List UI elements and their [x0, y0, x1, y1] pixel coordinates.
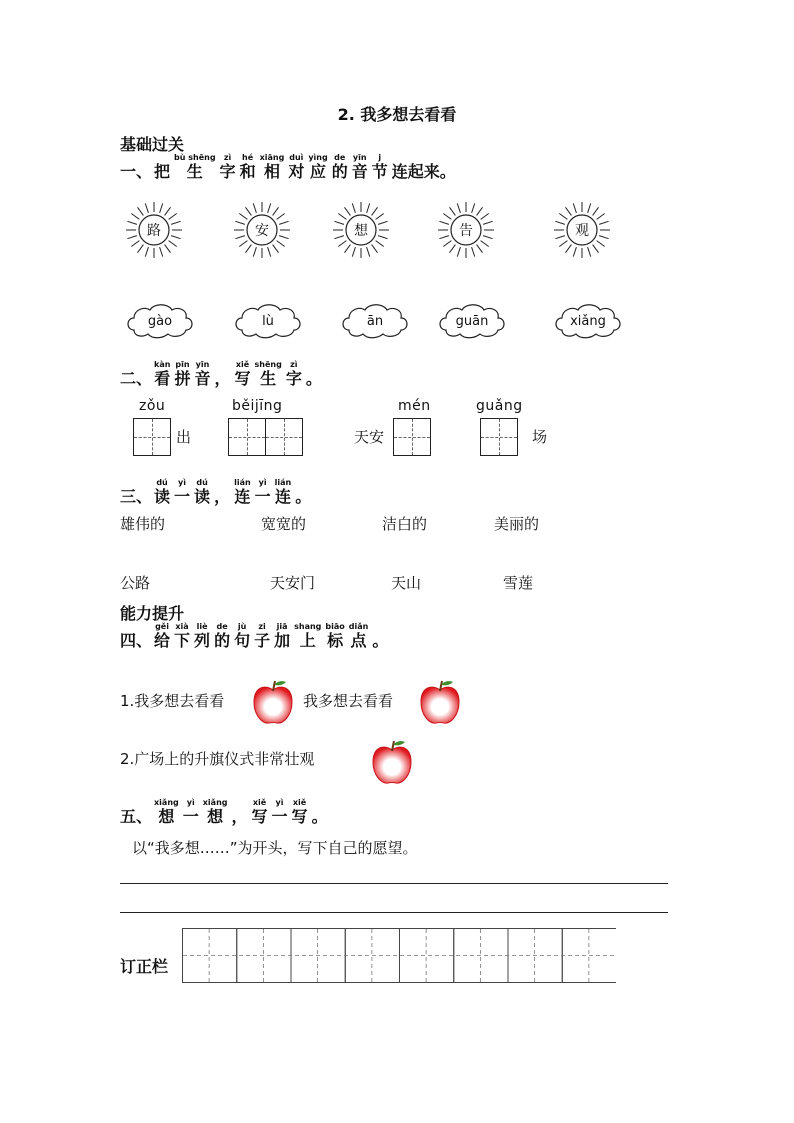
- question-number: 一、: [120, 162, 153, 181]
- ruby-word: xiǎng 想: [154, 798, 179, 826]
- question-1: [120, 153, 458, 182]
- pinyin-zou: zǒu: [139, 398, 166, 414]
- ruby-word: yì 一: [271, 798, 288, 826]
- char-chang: 场: [532, 428, 548, 446]
- sun-char: 路: [147, 223, 161, 239]
- tian-grid-box[interactable]: [133, 418, 171, 456]
- ruby-word: yīn 音: [194, 360, 211, 388]
- sun-icon[interactable]: [232, 200, 292, 260]
- ruby-word: dú 读: [194, 478, 211, 506]
- ruby-word: hé 和: [239, 153, 256, 181]
- char-chu: 出: [176, 428, 192, 446]
- question-number: 三、: [120, 487, 153, 506]
- ruby-word: xiāng 相: [259, 153, 285, 181]
- noun-3: 天山: [391, 574, 422, 592]
- cloud-pinyin: lù: [262, 313, 274, 329]
- adj-2: 宽宽的: [261, 515, 307, 533]
- question-5: [120, 798, 330, 827]
- ruby-word: yì 一: [174, 478, 191, 506]
- ruby-word: shēng 生: [254, 360, 282, 388]
- pinyin-guang: guǎng: [476, 398, 523, 414]
- sun-char: 观: [575, 223, 589, 239]
- ruby-word: 。: [295, 487, 312, 506]
- ruby-word: biāo 标: [325, 622, 345, 650]
- writing-prompt: 以“我多想……”为开头，写下自己的愿望。: [132, 839, 418, 857]
- ruby-word: ，: [231, 807, 248, 826]
- question-3: [120, 478, 313, 507]
- ruby-word: xiě 写: [251, 798, 268, 826]
- ruby-word: jù 句: [234, 622, 251, 650]
- ruby-word: 。: [372, 631, 389, 650]
- apple-icon[interactable]: [418, 678, 462, 726]
- cloud-pinyin: ān: [366, 313, 384, 329]
- pinyin-beijing: běijīng: [232, 398, 283, 414]
- question-number: 五、: [120, 807, 153, 826]
- ruby-word: kàn 看: [154, 360, 171, 388]
- cloud-pinyin: xiǎng: [570, 313, 606, 329]
- adj-1: 雄伟的: [120, 515, 166, 533]
- cloud-icon[interactable]: [124, 300, 196, 342]
- noun-1: 公路: [120, 574, 151, 592]
- ruby-word: 连起来。: [391, 162, 456, 181]
- tian-grid-box[interactable]: [265, 418, 303, 456]
- apple-icon[interactable]: [251, 678, 295, 726]
- cloud-pinyin: gào: [147, 313, 173, 329]
- sun-char: 想: [354, 223, 368, 239]
- ruby-word: duì 对: [288, 153, 305, 181]
- ruby-word: diǎn 点: [348, 622, 369, 650]
- ruby-word: de 的: [331, 153, 348, 181]
- sun-icon[interactable]: [552, 200, 612, 260]
- sentence-1a: 1.我多想去看看: [120, 692, 225, 710]
- ruby-word: ，: [214, 369, 231, 388]
- cloud-icon[interactable]: [436, 300, 508, 342]
- cloud-icon[interactable]: [232, 300, 304, 342]
- question-number: 二、: [120, 369, 153, 388]
- ruby-word: gěi 给: [154, 622, 171, 650]
- sun-char: 安: [255, 223, 269, 239]
- sentence-1b: 我多想去看看: [303, 692, 394, 710]
- ruby-word: pīn 拼: [174, 360, 191, 388]
- ruby-word: jiā 加: [274, 622, 291, 650]
- ruby-word: xiě 写: [291, 798, 308, 826]
- ruby-word: zì 字: [219, 153, 236, 181]
- pinyin-men: mén: [398, 398, 431, 414]
- ruby-word: dú 读: [154, 478, 171, 506]
- ruby-word: yìng 应: [308, 153, 328, 181]
- cloud-row: [124, 300, 664, 342]
- ruby-word: yì 一: [254, 478, 271, 506]
- page-title: 2. 我多想去看看: [337, 105, 457, 124]
- apple-icon[interactable]: [370, 738, 414, 786]
- ruby-word: ，: [214, 487, 231, 506]
- cloud-icon[interactable]: [339, 300, 411, 342]
- word-tianan: 天安: [354, 428, 385, 446]
- adj-3: 洁白的: [382, 515, 428, 533]
- sun-icon[interactable]: [124, 200, 184, 260]
- question-number: 四、: [120, 631, 153, 650]
- sun-icon[interactable]: [436, 200, 496, 260]
- answer-line[interactable]: [120, 912, 668, 913]
- ruby-word: 把: [154, 162, 171, 181]
- ruby-word: yīn 音: [351, 153, 368, 181]
- ruby-word: xiě 写: [234, 360, 251, 388]
- cloud-pinyin: guān: [455, 313, 489, 329]
- tian-grid-box[interactable]: [480, 418, 518, 456]
- correction-grid[interactable]: [182, 928, 616, 983]
- correction-label: 订正栏: [120, 957, 169, 976]
- ruby-word: j 节: [371, 153, 388, 181]
- sun-char: 告: [459, 223, 473, 239]
- answer-line[interactable]: [120, 883, 668, 884]
- sun-row: [124, 200, 664, 260]
- question-4: [120, 622, 390, 651]
- tian-grid-box[interactable]: [393, 418, 431, 456]
- noun-4: 雪莲: [503, 574, 534, 592]
- ruby-word: zì 字: [285, 360, 302, 388]
- ruby-word: lián 连: [234, 478, 251, 506]
- ruby-word: bù shēng 生: [174, 153, 216, 181]
- question-2: [120, 360, 324, 389]
- ruby-word: shang 上: [294, 622, 322, 650]
- section-basic: 基础过关: [120, 135, 185, 154]
- ruby-word: xià 下: [174, 622, 191, 650]
- section-ability: 能力提升: [120, 604, 185, 623]
- adj-4: 美丽的: [494, 515, 540, 533]
- ruby-word: xiǎng 想: [202, 798, 228, 826]
- ruby-word: 。: [305, 369, 322, 388]
- noun-2: 天安门: [270, 574, 316, 592]
- ruby-word: 。: [311, 807, 328, 826]
- ruby-word: lián 连: [274, 478, 292, 506]
- ruby-word: liè 列: [194, 622, 211, 650]
- tian-grid-box[interactable]: [228, 418, 266, 456]
- sun-icon[interactable]: [331, 200, 391, 260]
- sentence-2: 2.广场上的升旗仪式非常壮观: [120, 750, 315, 768]
- ruby-word: yì 一: [182, 798, 199, 826]
- cloud-icon[interactable]: [552, 300, 624, 342]
- ruby-word: de 的: [214, 622, 231, 650]
- ruby-word: zi 子: [254, 622, 271, 650]
